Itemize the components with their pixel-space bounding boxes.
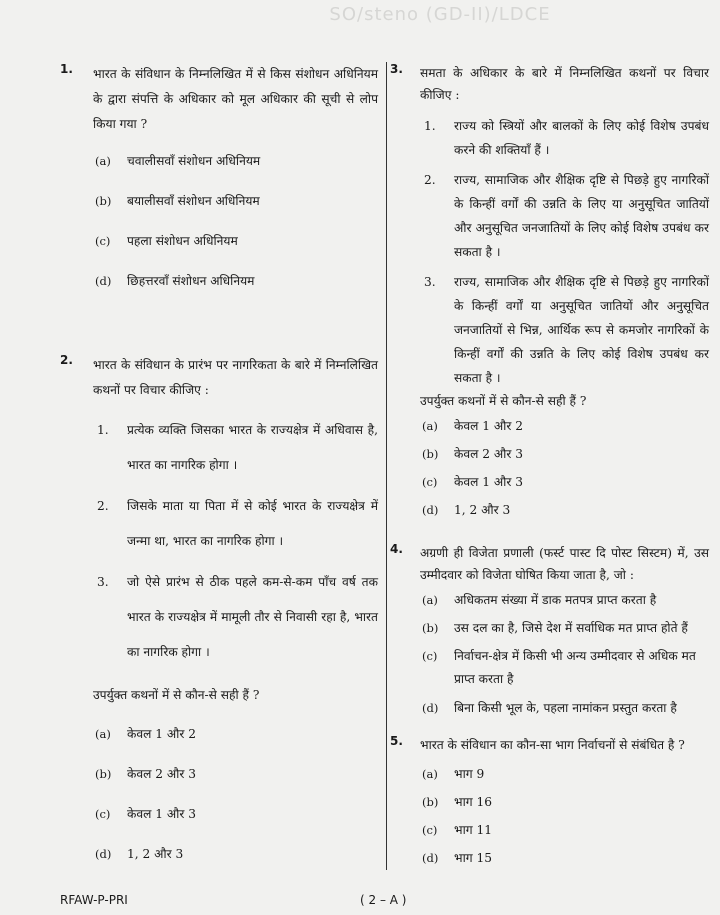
option-b: (b) केवल 2 और 3 xyxy=(95,767,196,781)
option-c: (c) केवल 1 और 3 xyxy=(95,807,196,821)
option-c: (c) पहला संशोधन अधिनियम xyxy=(95,234,238,248)
option-a: (a) चवालीसवाँ संशोधन अधिनियम xyxy=(95,154,261,168)
page-number: ( 2 – A ) xyxy=(360,893,407,907)
option-d: (d) बिना किसी भूल के, पहला नामांकन प्रस्तुत करता है xyxy=(422,701,677,715)
statement-3: 3. राज्य, सामाजिक और शैक्षिक दृष्टि से पिछड़े हुए नागरिकों के किन्हीं वर्गों या अनुसूचित जातियों और अनुसूचित जनजातियों से भिन्न, आर्थिक रूप से कमजोर नागरिकों के किन्हीं वर्गों की उन्नति के लिए कोई विशेष उपबंध कर सकता है । xyxy=(424,275,709,385)
booklet-code: RFAW-P-PRI xyxy=(60,893,128,907)
statement-3: 3. जो ऐसे प्रारंभ से ठीक पहले कम-से-कम पाँच वर्ष तक भारत के राज्यक्षेत्र में मामूली तौर से निवासी रहा है, भारत का नागरिक होगा । xyxy=(97,575,378,659)
question-2 xyxy=(60,353,378,874)
option-b: (b) भाग 16 xyxy=(422,795,492,809)
question-stem: भारत के संविधान का कौन-सा भाग निर्वाचनों से संबंधित है ? xyxy=(420,738,685,752)
option-b: (b) बयालीसवाँ संशोधन अधिनियम xyxy=(95,194,260,208)
question-ask: उपर्युक्त कथनों में से कौन-से सही हैं ? xyxy=(420,394,587,408)
option-b: (b) केवल 2 और 3 xyxy=(422,447,523,461)
question-5 xyxy=(387,734,709,872)
option-b: (b) उस दल का है, जिसे देश में सर्वाधिक मत प्राप्त होते हैं xyxy=(422,621,688,635)
option-a: (a) भाग 9 xyxy=(422,767,485,781)
question-ask: उपर्युक्त कथनों में से कौन-से सही हैं ? xyxy=(93,688,260,702)
statement-1: 1. प्रत्येक व्यक्ति जिसका भारत के राज्यक्षेत्र में अधिवास है, भारत का नागरिक होगा । xyxy=(97,423,378,472)
question-4 xyxy=(387,542,709,722)
option-c: (c) निर्वाचन-क्षेत्र में किसी भी अन्य उम्मीदवार से अधिक मत प्राप्त करता है xyxy=(422,649,696,686)
question-number: 5. xyxy=(390,734,403,748)
question-number: 1. xyxy=(60,62,73,76)
option-a: (a) अधिकतम संख्या में डाक मतपत्र प्राप्त करता है xyxy=(422,593,657,607)
option-a: (a) केवल 1 और 2 xyxy=(422,419,523,433)
question-number: 2. xyxy=(60,353,73,367)
watermark-header: SO/steno (GD-II)/LDCE xyxy=(329,4,551,25)
question-stem: अग्रणी ही विजेता प्रणाली (फर्स्ट पास्ट दि पोस्ट सिस्टम) में, उस उम्मीदवार को विजेता घोषित किया जाता है, जो : xyxy=(420,546,709,582)
question-number: 3. xyxy=(390,62,403,76)
option-d: (d) 1, 2 और 3 xyxy=(422,503,511,517)
question-1 xyxy=(60,62,378,301)
statement-2: 2. राज्य, सामाजिक और शैक्षिक दृष्टि से पिछड़े हुए नागरिकों के किन्हीं वर्गों की उन्नति के लिए या अनुसूचित जातियों और अनुसूचित जनजातियों के लिए कोई विशेष उपबंध कर सकता है । xyxy=(424,173,709,259)
statement-2: 2. जिसके माता या पिता में से कोई भारत के राज्यक्षेत्र में जन्मा था, भारत का नागरिक होगा । xyxy=(97,499,378,548)
statement-1: 1. राज्य को स्त्रियों और बालकों के लिए कोई विशेष उपबंध करने की शक्तियाँ हैं । xyxy=(424,119,709,157)
question-stem: भारत के संविधान के प्रारंभ पर नागरिकता के बारे में निम्नलिखित कथनों पर विचार कीजिए : xyxy=(93,358,378,397)
option-d: (d) छिहत्तरवाँ संशोधन अधिनियम xyxy=(95,274,255,288)
option-c: (c) भाग 11 xyxy=(422,823,492,837)
question-stem: भारत के संविधान के निम्नलिखित में से किस संशोधन अधिनियम के द्वारा संपत्ति के अधिकार को मूल अधिकार की सूची से लोप किया गया ? xyxy=(93,67,378,131)
question-3 xyxy=(387,62,709,524)
option-d: (d) 1, 2 और 3 xyxy=(95,847,184,861)
option-a: (a) केवल 1 और 2 xyxy=(95,727,196,741)
option-d: (d) भाग 15 xyxy=(422,851,492,865)
question-stem: समता के अधिकार के बारे में निम्नलिखित कथनों पर विचार कीजिए : xyxy=(420,66,709,102)
question-number: 4. xyxy=(390,542,403,556)
option-c: (c) केवल 1 और 3 xyxy=(422,475,523,489)
right-column xyxy=(387,62,709,872)
left-column xyxy=(60,62,378,874)
